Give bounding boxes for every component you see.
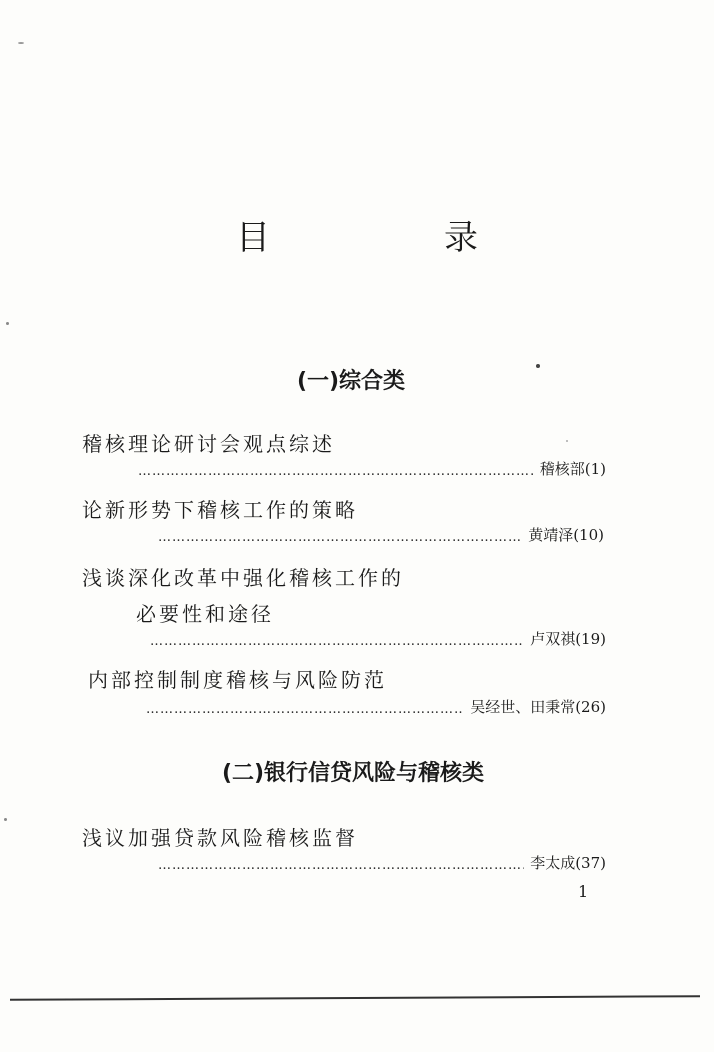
toc-entry-author-page: 吴经世、田秉常(26)	[470, 698, 606, 716]
toc-entry-title: 浅谈深化改革中强化稽核工作的	[82, 566, 404, 590]
dot-leader	[158, 531, 522, 545]
toc-entry-author-page: 卢双祺(19)	[530, 630, 606, 648]
scan-speck	[536, 364, 540, 368]
dot-leader	[158, 859, 524, 873]
toc-entry-leader	[138, 458, 606, 479]
toc-entry-title: 稽核理论研讨会观点综述	[82, 432, 335, 456]
toc-entry-author-page: 黄靖泽(10)	[528, 526, 604, 544]
dot-leader	[150, 635, 524, 649]
toc-entry-author-page: 李太成(37)	[530, 854, 606, 872]
section-heading-general: (一)综合类	[296, 369, 406, 394]
toc-entry-leader	[146, 696, 606, 717]
page-title: 目 录	[236, 218, 548, 258]
scan-speck	[6, 322, 9, 325]
section-heading-credit-risk: (二)银行信贷风险与稽核类	[221, 761, 485, 786]
page-number: 1	[578, 882, 589, 901]
toc-entry-leader	[158, 524, 604, 545]
dot-leader	[138, 465, 534, 479]
toc-entry-title: 内部控制制度稽核与风险防范	[88, 668, 387, 692]
page-bottom-rule	[10, 995, 700, 1001]
scan-speck	[566, 440, 568, 442]
dot-leader	[146, 703, 464, 717]
toc-entry-title: 浅议加强贷款风险稽核监督	[82, 826, 358, 850]
toc-entry-author-page: 稽核部(1)	[539, 460, 606, 478]
toc-entry-title: 论新形势下稽核工作的策略	[82, 498, 358, 522]
toc-entry-leader	[158, 852, 606, 873]
scan-speck	[18, 42, 24, 44]
toc-entry-title-continued: 必要性和途径	[136, 602, 274, 626]
toc-entry-leader	[150, 628, 606, 649]
scan-speck	[4, 818, 7, 821]
